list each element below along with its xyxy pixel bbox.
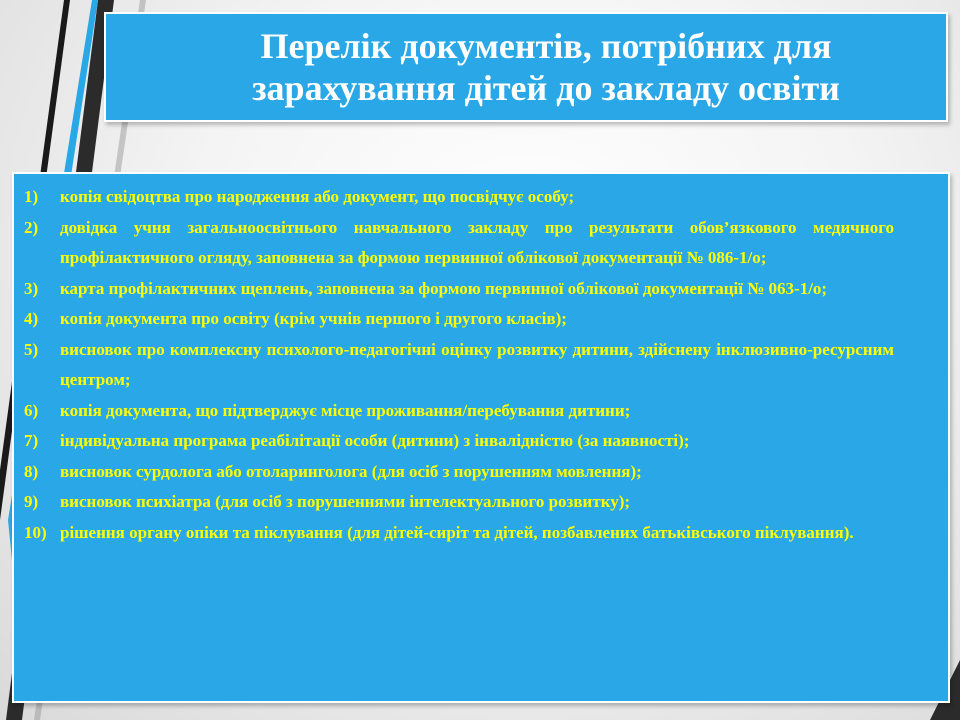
list-item (24, 457, 894, 488)
list-item (24, 274, 894, 305)
item-number: 3) (24, 278, 39, 298)
list-item (24, 182, 894, 213)
item-text: висновок про комплексну психолого-педагогічні оцінку розвитку дитини, здійснену інклюзивно-ресурсним центром; (60, 339, 894, 389)
title-banner (104, 12, 948, 122)
list-item (24, 304, 894, 335)
item-text: індивідуальна програма реабілітації особи (дитини) з інвалідністю (за наявності); (60, 431, 690, 450)
item-text: довідка учня загальноосвітнього навчального закладу про результати обов’язкового медичного профілактичного огляду, заповнена за формою первинної облікової документації № 086-1/о; (60, 217, 894, 267)
documents-list (14, 174, 948, 548)
item-number: 5) (24, 339, 39, 359)
item-text: копія документа, що підтверджує місце проживання/перебування дитини; (60, 400, 631, 420)
list-item (24, 213, 894, 274)
slide-title-line2: зарахування дітей до закладу освіти (252, 68, 840, 108)
item-number: 10) (24, 522, 47, 542)
item-text: висновок сурдолога або отоларинголога (для осіб з порушенням мовлення); (60, 461, 642, 481)
documents-panel (12, 172, 950, 703)
item-number: 6) (24, 400, 39, 420)
list-item (24, 518, 894, 549)
list-item (24, 396, 894, 427)
list-item (24, 487, 894, 518)
item-number: 9) (24, 492, 39, 511)
list-item (24, 426, 894, 457)
item-text: висновок психіатра (для осіб з порушеннями інтелектуального розвитку); (60, 492, 631, 511)
slide-title (176, 25, 916, 109)
item-number: 1) (24, 187, 39, 206)
item-number: 4) (24, 309, 39, 328)
item-text: копія документа про освіту (крім учнів першого і другого класів); (60, 309, 567, 328)
item-number: 2) (24, 217, 39, 237)
item-text: рішення органу опіки та піклування (для дітей-сиріт та дітей, позбавлених батьківського піклування). (60, 522, 854, 542)
item-text: копія свідоцтва про народження або документ, що посвідчує особу; (60, 187, 575, 206)
item-text: карта профілактичних щеплень, заповнена за формою первинної облікової документації № 063-1/о; (60, 278, 828, 298)
item-number: 7) (24, 431, 39, 450)
slide-title-line1: Перелік документів, потрібних для (260, 26, 832, 66)
item-number: 8) (24, 461, 39, 481)
list-item (24, 335, 894, 396)
